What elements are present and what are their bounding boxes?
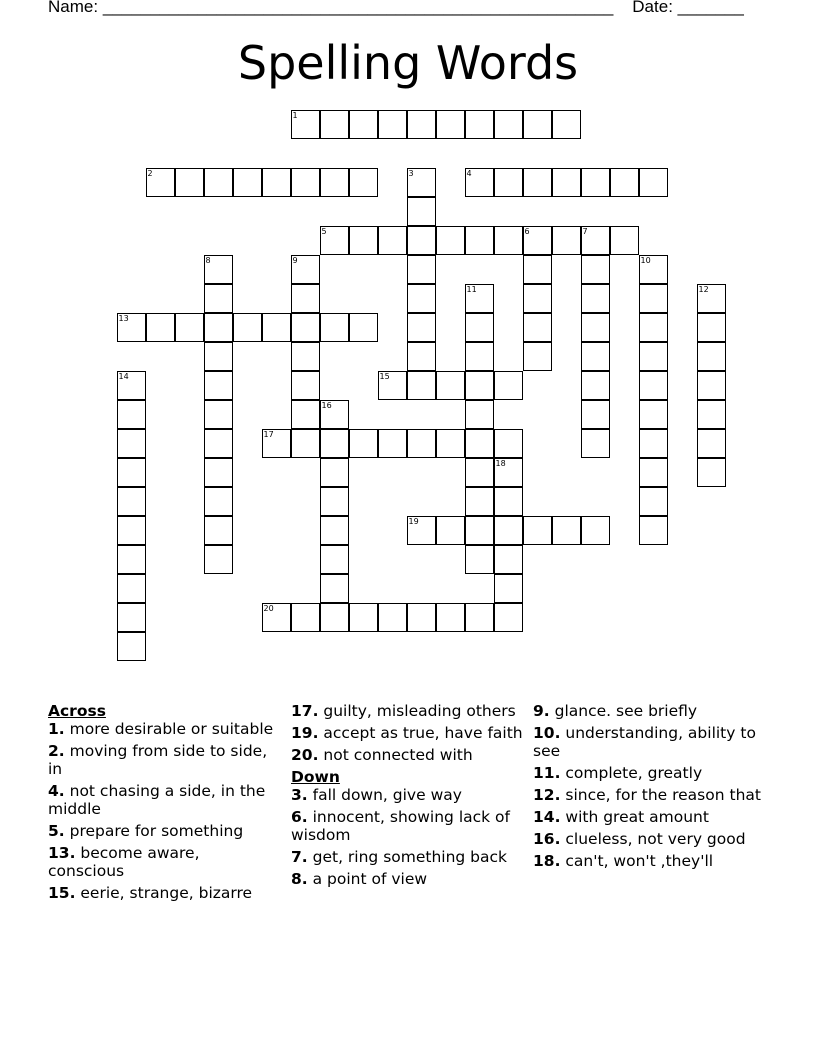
crossword-cell[interactable] (407, 371, 436, 400)
clue-section-heading: Across (48, 702, 106, 720)
crossword-cell[interactable] (407, 429, 436, 458)
crossword-cell[interactable] (117, 603, 146, 632)
crossword-cell[interactable] (291, 371, 320, 400)
clue-item (533, 830, 765, 848)
clue-number: 18 (495, 458, 506, 468)
clue-number-label: 7. (291, 848, 308, 866)
crossword-cell[interactable] (407, 110, 436, 139)
clue-item (533, 808, 765, 826)
crossword-cell[interactable] (494, 574, 523, 603)
clue-text: more desirable or suitable (64, 720, 274, 738)
clue-number-label: 14. (533, 808, 561, 826)
crossword-cell[interactable] (436, 603, 465, 632)
crossword-cell[interactable] (291, 400, 320, 429)
crossword-cell[interactable] (407, 255, 436, 284)
crossword-cell[interactable] (204, 429, 233, 458)
clue-section-heading: Down (291, 768, 340, 786)
clue-number-label: 3. (291, 786, 308, 804)
crossword-cell[interactable] (552, 110, 581, 139)
clue-number: 5 (321, 226, 327, 236)
crossword-cell[interactable] (465, 487, 494, 516)
crossword-cell[interactable] (639, 487, 668, 516)
crossword-cell[interactable] (610, 226, 639, 255)
crossword-cell[interactable] (262, 168, 291, 197)
crossword-cell[interactable] (465, 603, 494, 632)
crossword-cell[interactable] (552, 516, 581, 545)
clue-text: prepare for something (64, 822, 244, 840)
crossword-cell[interactable] (639, 516, 668, 545)
crossword-cell[interactable] (407, 342, 436, 371)
crossword-cell[interactable] (407, 603, 436, 632)
crossword-cell[interactable] (523, 255, 552, 284)
clue-text: guilty, misleading others (318, 702, 516, 720)
clue-text: get, ring something back (307, 848, 508, 866)
crossword-cell[interactable] (465, 226, 494, 255)
crossword-cell[interactable] (262, 603, 291, 632)
crossword-cell[interactable] (407, 313, 436, 342)
clue-item (48, 720, 280, 738)
crossword-cell[interactable] (581, 342, 610, 371)
clue-item (533, 724, 765, 760)
crossword-cell[interactable] (117, 574, 146, 603)
clue-item (291, 724, 523, 742)
clue-text: eerie, strange, bizarre (75, 884, 253, 902)
clue-text: understanding, ability to see (533, 724, 756, 760)
crossword-cell[interactable] (697, 400, 726, 429)
clue-item (291, 702, 523, 720)
clue-item (48, 742, 280, 778)
crossword-cell[interactable] (697, 284, 726, 313)
crossword-cell[interactable] (639, 342, 668, 371)
crossword-cell[interactable] (407, 168, 436, 197)
crossword-cell[interactable] (349, 168, 378, 197)
crossword-cell[interactable] (523, 342, 552, 371)
clue-number-label: 10. (533, 724, 561, 742)
crossword-cell[interactable] (465, 284, 494, 313)
crossword-cell[interactable] (639, 429, 668, 458)
clue-number-label: 11. (533, 764, 561, 782)
date-label: Date: (632, 0, 673, 16)
clue-number: 11 (466, 284, 477, 294)
clue-text: moving from side to side, in (48, 742, 268, 778)
clue-item (291, 786, 523, 804)
crossword-cell[interactable] (262, 313, 291, 342)
crossword-cell[interactable] (581, 226, 610, 255)
clue-item (533, 702, 765, 720)
clue-item (291, 808, 523, 844)
crossword-cell[interactable] (320, 226, 349, 255)
crossword-cell[interactable] (436, 516, 465, 545)
crossword-cell[interactable] (204, 487, 233, 516)
crossword-cell[interactable] (204, 168, 233, 197)
crossword-cell[interactable] (552, 168, 581, 197)
crossword-cell[interactable] (204, 400, 233, 429)
crossword-cell[interactable] (320, 574, 349, 603)
clue-item (291, 848, 523, 866)
clue-number: 4 (466, 168, 472, 178)
crossword-cell[interactable] (639, 313, 668, 342)
crossword-cell[interactable] (494, 110, 523, 139)
clue-number: 9 (292, 255, 298, 265)
crossword-cell[interactable] (436, 371, 465, 400)
clue-text: with great amount (560, 808, 709, 826)
crossword-cell[interactable] (291, 603, 320, 632)
crossword-cell[interactable] (465, 516, 494, 545)
crossword-cell[interactable] (581, 255, 610, 284)
clue-number-label: 4. (48, 782, 65, 800)
clue-number: 17 (263, 429, 274, 439)
crossword-cell[interactable] (291, 110, 320, 139)
crossword-cell[interactable] (320, 400, 349, 429)
crossword-cell[interactable] (117, 487, 146, 516)
crossword-cell[interactable] (494, 545, 523, 574)
clue-item (533, 852, 765, 870)
crossword-cell[interactable] (378, 371, 407, 400)
crossword-cell[interactable] (233, 168, 262, 197)
clue-number-label: 12. (533, 786, 561, 804)
clue-text: complete, greatly (560, 764, 703, 782)
clue-number: 10 (640, 255, 651, 265)
clue-number: 6 (524, 226, 530, 236)
clue-number-label: 19. (291, 724, 319, 742)
crossword-cell[interactable] (523, 226, 552, 255)
crossword-cell[interactable] (639, 458, 668, 487)
crossword-cell[interactable] (465, 313, 494, 342)
crossword-cell[interactable] (349, 313, 378, 342)
crossword-cell[interactable] (320, 458, 349, 487)
clue-text: innocent, showing lack of wisdom (291, 808, 510, 844)
crossword-cell[interactable] (581, 168, 610, 197)
crossword-cell[interactable] (465, 168, 494, 197)
crossword-cell[interactable] (349, 429, 378, 458)
crossword-cell[interactable] (581, 371, 610, 400)
clue-number: 12 (698, 284, 709, 294)
crossword-cell[interactable] (436, 429, 465, 458)
clue-number-label: 18. (533, 852, 561, 870)
crossword-cell[interactable] (175, 313, 204, 342)
crossword-cell[interactable] (320, 168, 349, 197)
crossword-cell[interactable] (378, 110, 407, 139)
clue-text: not connected with (318, 746, 473, 764)
crossword-cell[interactable] (204, 371, 233, 400)
name-label: Name: (48, 0, 99, 16)
crossword-cell[interactable] (639, 371, 668, 400)
clue-number: 16 (321, 400, 332, 410)
clue-text: glance. see briefly (549, 702, 698, 720)
crossword-cell[interactable] (378, 603, 407, 632)
crossword-cell[interactable] (697, 313, 726, 342)
crossword-cell[interactable] (465, 545, 494, 574)
clue-number: 14 (118, 371, 129, 381)
name-line: ______________________________________________________ (102, 0, 614, 16)
clue-item (48, 782, 280, 818)
clue-number: 3 (408, 168, 414, 178)
crossword-cell[interactable] (320, 313, 349, 342)
clue-number: 13 (118, 313, 129, 323)
clue-number: 8 (205, 255, 211, 265)
clue-text: since, for the reason that (560, 786, 761, 804)
crossword-cell[interactable] (320, 110, 349, 139)
crossword-cell[interactable] (494, 226, 523, 255)
crossword-cell[interactable] (349, 110, 378, 139)
crossword-cell[interactable] (204, 255, 233, 284)
clue-number-label: 1. (48, 720, 65, 738)
crossword-cell[interactable] (581, 400, 610, 429)
crossword-cell[interactable] (204, 342, 233, 371)
clue-number-label: 5. (48, 822, 65, 840)
clue-item (533, 764, 765, 782)
clue-column-2 (291, 702, 523, 892)
crossword-cell[interactable] (581, 313, 610, 342)
clue-number: 15 (379, 371, 390, 381)
clue-text: can't, won't ,they'll (560, 852, 714, 870)
crossword-cell[interactable] (465, 400, 494, 429)
clue-number: 19 (408, 516, 419, 526)
crossword-cell[interactable] (697, 342, 726, 371)
crossword-cell[interactable] (523, 110, 552, 139)
clue-text: a point of view (307, 870, 428, 888)
crossword-cell[interactable] (494, 168, 523, 197)
crossword-cell[interactable] (465, 458, 494, 487)
crossword-cell[interactable] (639, 168, 668, 197)
crossword-cell[interactable] (494, 458, 523, 487)
crossword-cell[interactable] (349, 603, 378, 632)
crossword-cell[interactable] (117, 429, 146, 458)
crossword-cell[interactable] (697, 429, 726, 458)
crossword-cell[interactable] (204, 516, 233, 545)
clue-column-1 (48, 702, 280, 906)
crossword-cell[interactable] (320, 516, 349, 545)
clue-number-label: 20. (291, 746, 319, 764)
crossword-cell[interactable] (204, 313, 233, 342)
crossword-cell[interactable] (378, 226, 407, 255)
crossword-cell[interactable] (465, 110, 494, 139)
crossword-cell[interactable] (378, 429, 407, 458)
crossword-cell[interactable] (262, 429, 291, 458)
crossword-cell[interactable] (117, 371, 146, 400)
clue-number: 20 (263, 603, 274, 613)
crossword-cell[interactable] (291, 255, 320, 284)
crossword-cell[interactable] (349, 226, 378, 255)
clue-item (48, 822, 280, 840)
clue-text: become aware, conscious (48, 844, 200, 880)
crossword-cell[interactable] (117, 400, 146, 429)
clue-item (533, 786, 765, 804)
crossword-cell[interactable] (436, 110, 465, 139)
clue-number: 7 (582, 226, 588, 236)
crossword-cell[interactable] (233, 313, 262, 342)
crossword-cell[interactable] (639, 400, 668, 429)
crossword-cell[interactable] (552, 226, 581, 255)
crossword-cell[interactable] (494, 603, 523, 632)
crossword-cell[interactable] (146, 168, 175, 197)
clue-number-label: 9. (533, 702, 550, 720)
crossword-cell[interactable] (204, 284, 233, 313)
clue-number: 1 (292, 110, 298, 120)
clue-text: fall down, give way (307, 786, 462, 804)
crossword-cell[interactable] (320, 429, 349, 458)
clue-number-label: 8. (291, 870, 308, 888)
date-line: _______ (677, 0, 744, 16)
crossword-cell[interactable] (117, 458, 146, 487)
crossword-cell[interactable] (494, 371, 523, 400)
crossword-cell[interactable] (407, 284, 436, 313)
crossword-cell[interactable] (581, 516, 610, 545)
crossword-cell[interactable] (465, 342, 494, 371)
crossword-cell[interactable] (117, 313, 146, 342)
crossword-cell[interactable] (320, 487, 349, 516)
crossword-cell[interactable] (291, 284, 320, 313)
crossword-cell[interactable] (204, 458, 233, 487)
crossword-cell[interactable] (465, 429, 494, 458)
clue-number-label: 6. (291, 808, 308, 826)
clue-text: not chasing a side, in the middle (48, 782, 266, 818)
crossword-cell[interactable] (146, 313, 175, 342)
crossword-cell[interactable] (291, 168, 320, 197)
crossword-cell[interactable] (465, 371, 494, 400)
clue-number: 2 (147, 168, 153, 178)
clue-item (291, 870, 523, 888)
crossword-cell[interactable] (320, 545, 349, 574)
crossword-cell[interactable] (581, 284, 610, 313)
crossword-cell[interactable] (320, 603, 349, 632)
crossword-cell[interactable] (697, 458, 726, 487)
crossword-cell[interactable] (117, 632, 146, 661)
clue-item (48, 884, 280, 902)
crossword-cell[interactable] (697, 371, 726, 400)
clue-number-label: 16. (533, 830, 561, 848)
crossword-cell[interactable] (494, 516, 523, 545)
crossword-cell[interactable] (523, 168, 552, 197)
page-title: Spelling Words (237, 36, 579, 90)
crossword-cell[interactable] (291, 342, 320, 371)
crossword-cell[interactable] (291, 313, 320, 342)
clue-number-label: 17. (291, 702, 319, 720)
crossword-cell[interactable] (436, 226, 465, 255)
crossword-cell[interactable] (610, 168, 639, 197)
crossword-cell[interactable] (117, 545, 146, 574)
crossword-cell[interactable] (204, 545, 233, 574)
crossword-cell[interactable] (581, 429, 610, 458)
clue-number-label: 13. (48, 844, 76, 862)
clue-text: clueless, not very good (560, 830, 746, 848)
crossword-cell[interactable] (494, 487, 523, 516)
crossword-cell[interactable] (523, 516, 552, 545)
crossword-cell[interactable] (407, 226, 436, 255)
crossword-cell[interactable] (639, 255, 668, 284)
clue-number-label: 15. (48, 884, 76, 902)
clue-item (48, 844, 280, 880)
crossword-cell[interactable] (523, 284, 552, 313)
crossword-cell[interactable] (494, 429, 523, 458)
crossword-cell[interactable] (407, 516, 436, 545)
crossword-cell[interactable] (291, 429, 320, 458)
crossword-cell[interactable] (117, 516, 146, 545)
crossword-cell[interactable] (175, 168, 204, 197)
crossword-cell[interactable] (407, 197, 436, 226)
crossword-cell[interactable] (523, 313, 552, 342)
clue-item (291, 746, 523, 764)
clue-column-3 (533, 702, 765, 874)
clue-text: accept as true, have faith (318, 724, 523, 742)
crossword-cell[interactable] (639, 284, 668, 313)
clue-number-label: 2. (48, 742, 65, 760)
